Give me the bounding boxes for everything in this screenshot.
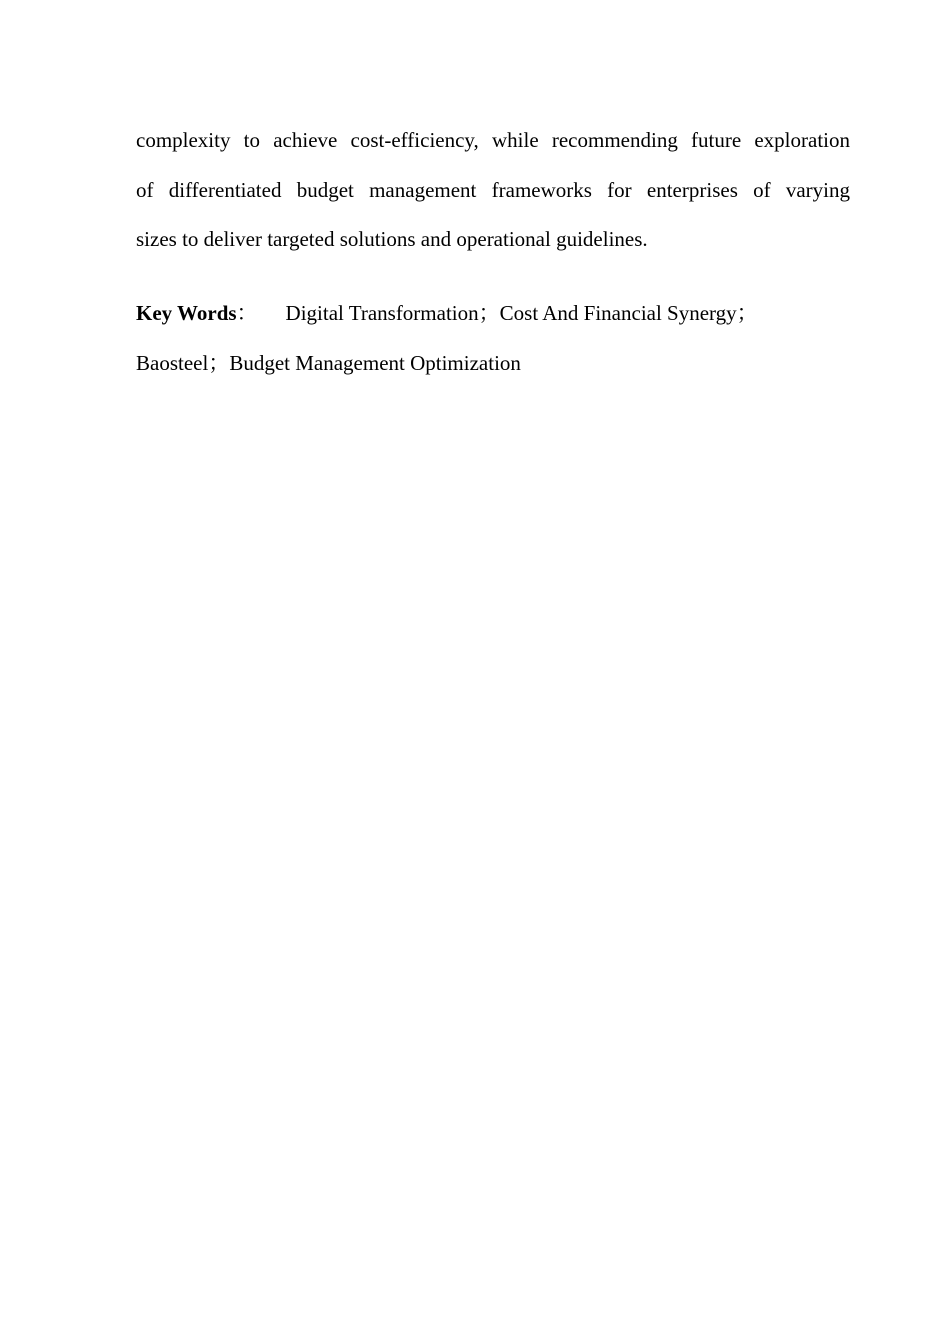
keyword-separator: ； [208, 351, 230, 375]
keywords-line [136, 288, 850, 338]
keyword-term: Budget Management Optimization [229, 351, 521, 375]
keywords-line [136, 338, 850, 388]
keyword-separator: ； [478, 301, 500, 325]
keyword-separator: ； [736, 301, 758, 325]
keyword-term: Cost And Financial Synergy [499, 301, 737, 325]
abstract-line: of differentiated budget management frameworks for enterprises of varying [136, 177, 850, 202]
abstract-line: complexity to achieve cost-efficiency, while recommending future exploration [136, 128, 850, 152]
keywords-label-separator: ： [236, 301, 258, 325]
keyword-term: Baosteel [136, 351, 209, 375]
abstract-line: sizes to deliver targeted solutions and operational guidelines. [136, 227, 648, 251]
keywords-label: Key Words [136, 301, 237, 325]
abstract-paragraph [136, 116, 850, 265]
keywords-section [136, 288, 850, 388]
keyword-term: Digital Transformation [285, 301, 479, 325]
